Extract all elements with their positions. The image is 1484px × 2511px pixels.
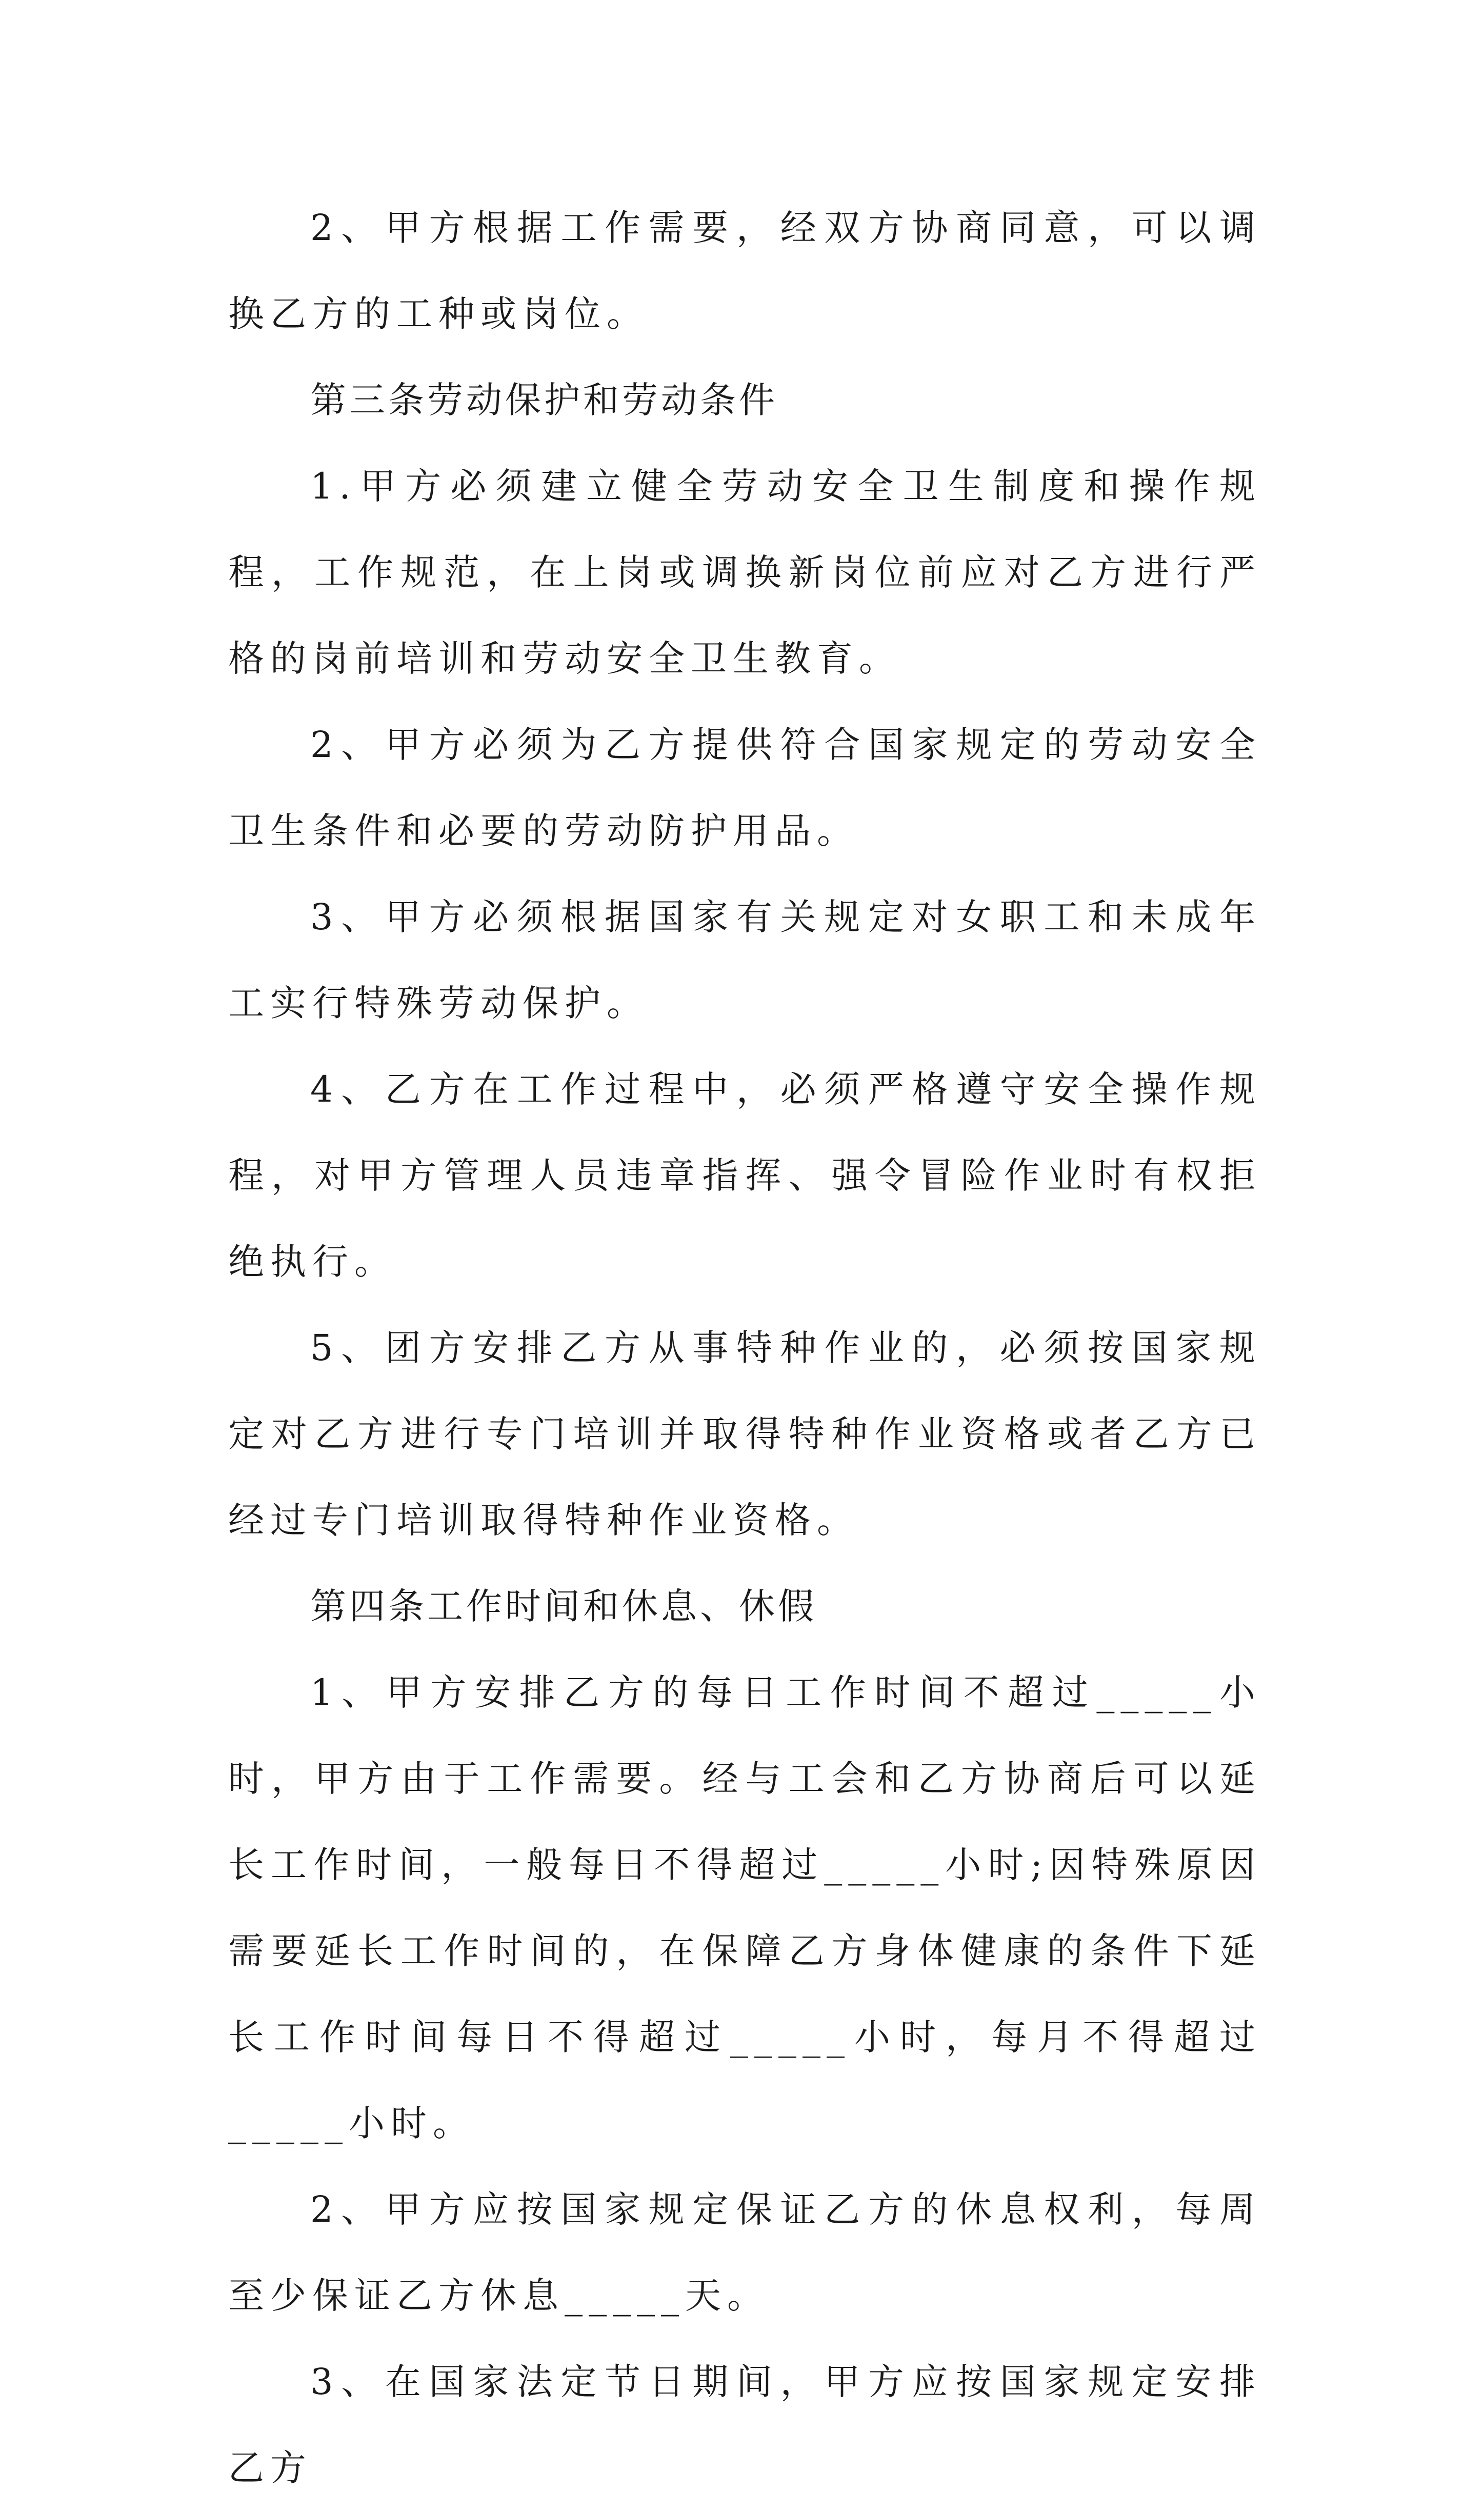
document-body	[228, 185, 1261, 2511]
paragraph-clause-3-3: 3、甲方必须根据国家有关规定对女职工和未成年工实行特殊劳动保护。	[228, 896, 1261, 1024]
paragraph-clause-3-2: 2、甲方必须为乙方提供符合国家规定的劳动安全卫生条件和必要的劳动防护用品。	[228, 724, 1261, 852]
paragraph-clause-3-5: 5、团方安排乙方从事特种作业的，必须按国家规定对乙方进行专门培训并取得特种作业资格或者乙方已经过专门培训取得特种作业资格。	[228, 1327, 1261, 1541]
paragraph-clause-3-1: 1.甲方必须建立健全劳动安全卫生制度和操作规程，工作规范，在上岗或调换新岗位前应对乙方进行严格的岗前培训和劳动安全卫生教育。	[228, 465, 1261, 680]
paragraph-clause-4-2: 2、甲方应按国家规定保证乙方的休息权利，每周至少保证乙方休息_____天。	[228, 2188, 1261, 2317]
section-heading-article-3: 第三条劳动保护和劳动条件	[310, 379, 778, 421]
section-heading-article-4: 第四条工作时间和休息、休假	[310, 1585, 817, 1627]
paragraph-clause-2-2: 2、甲方根据工作需要，经双方协商同意，可以调换乙方的工种或岗位。	[228, 207, 1261, 335]
paragraph-clause-4-3: 3、在国家法定节日期间，甲方应按国家规定安排乙方	[228, 2361, 1261, 2489]
paragraph-clause-3-4: 4、乙方在工作过程中，必须严格遵守安全操作规程，对甲方管理人员违章指挥、强令冒险作业时有权拒绝执行。	[228, 1068, 1261, 1283]
paragraph-clause-4-1: 1、甲方安排乙方的每日工作时间不超过_____小时，甲方由于工作需要。经与工会和乙方协商后可以延长工作时间，一般每日不得超过_____小时;因特殊原因需要延长工作时间的，在保障乙方身体健康的条件下延长工作时间每日不得超过_____小时，每月不得超过_____小时。	[228, 1671, 1261, 2144]
